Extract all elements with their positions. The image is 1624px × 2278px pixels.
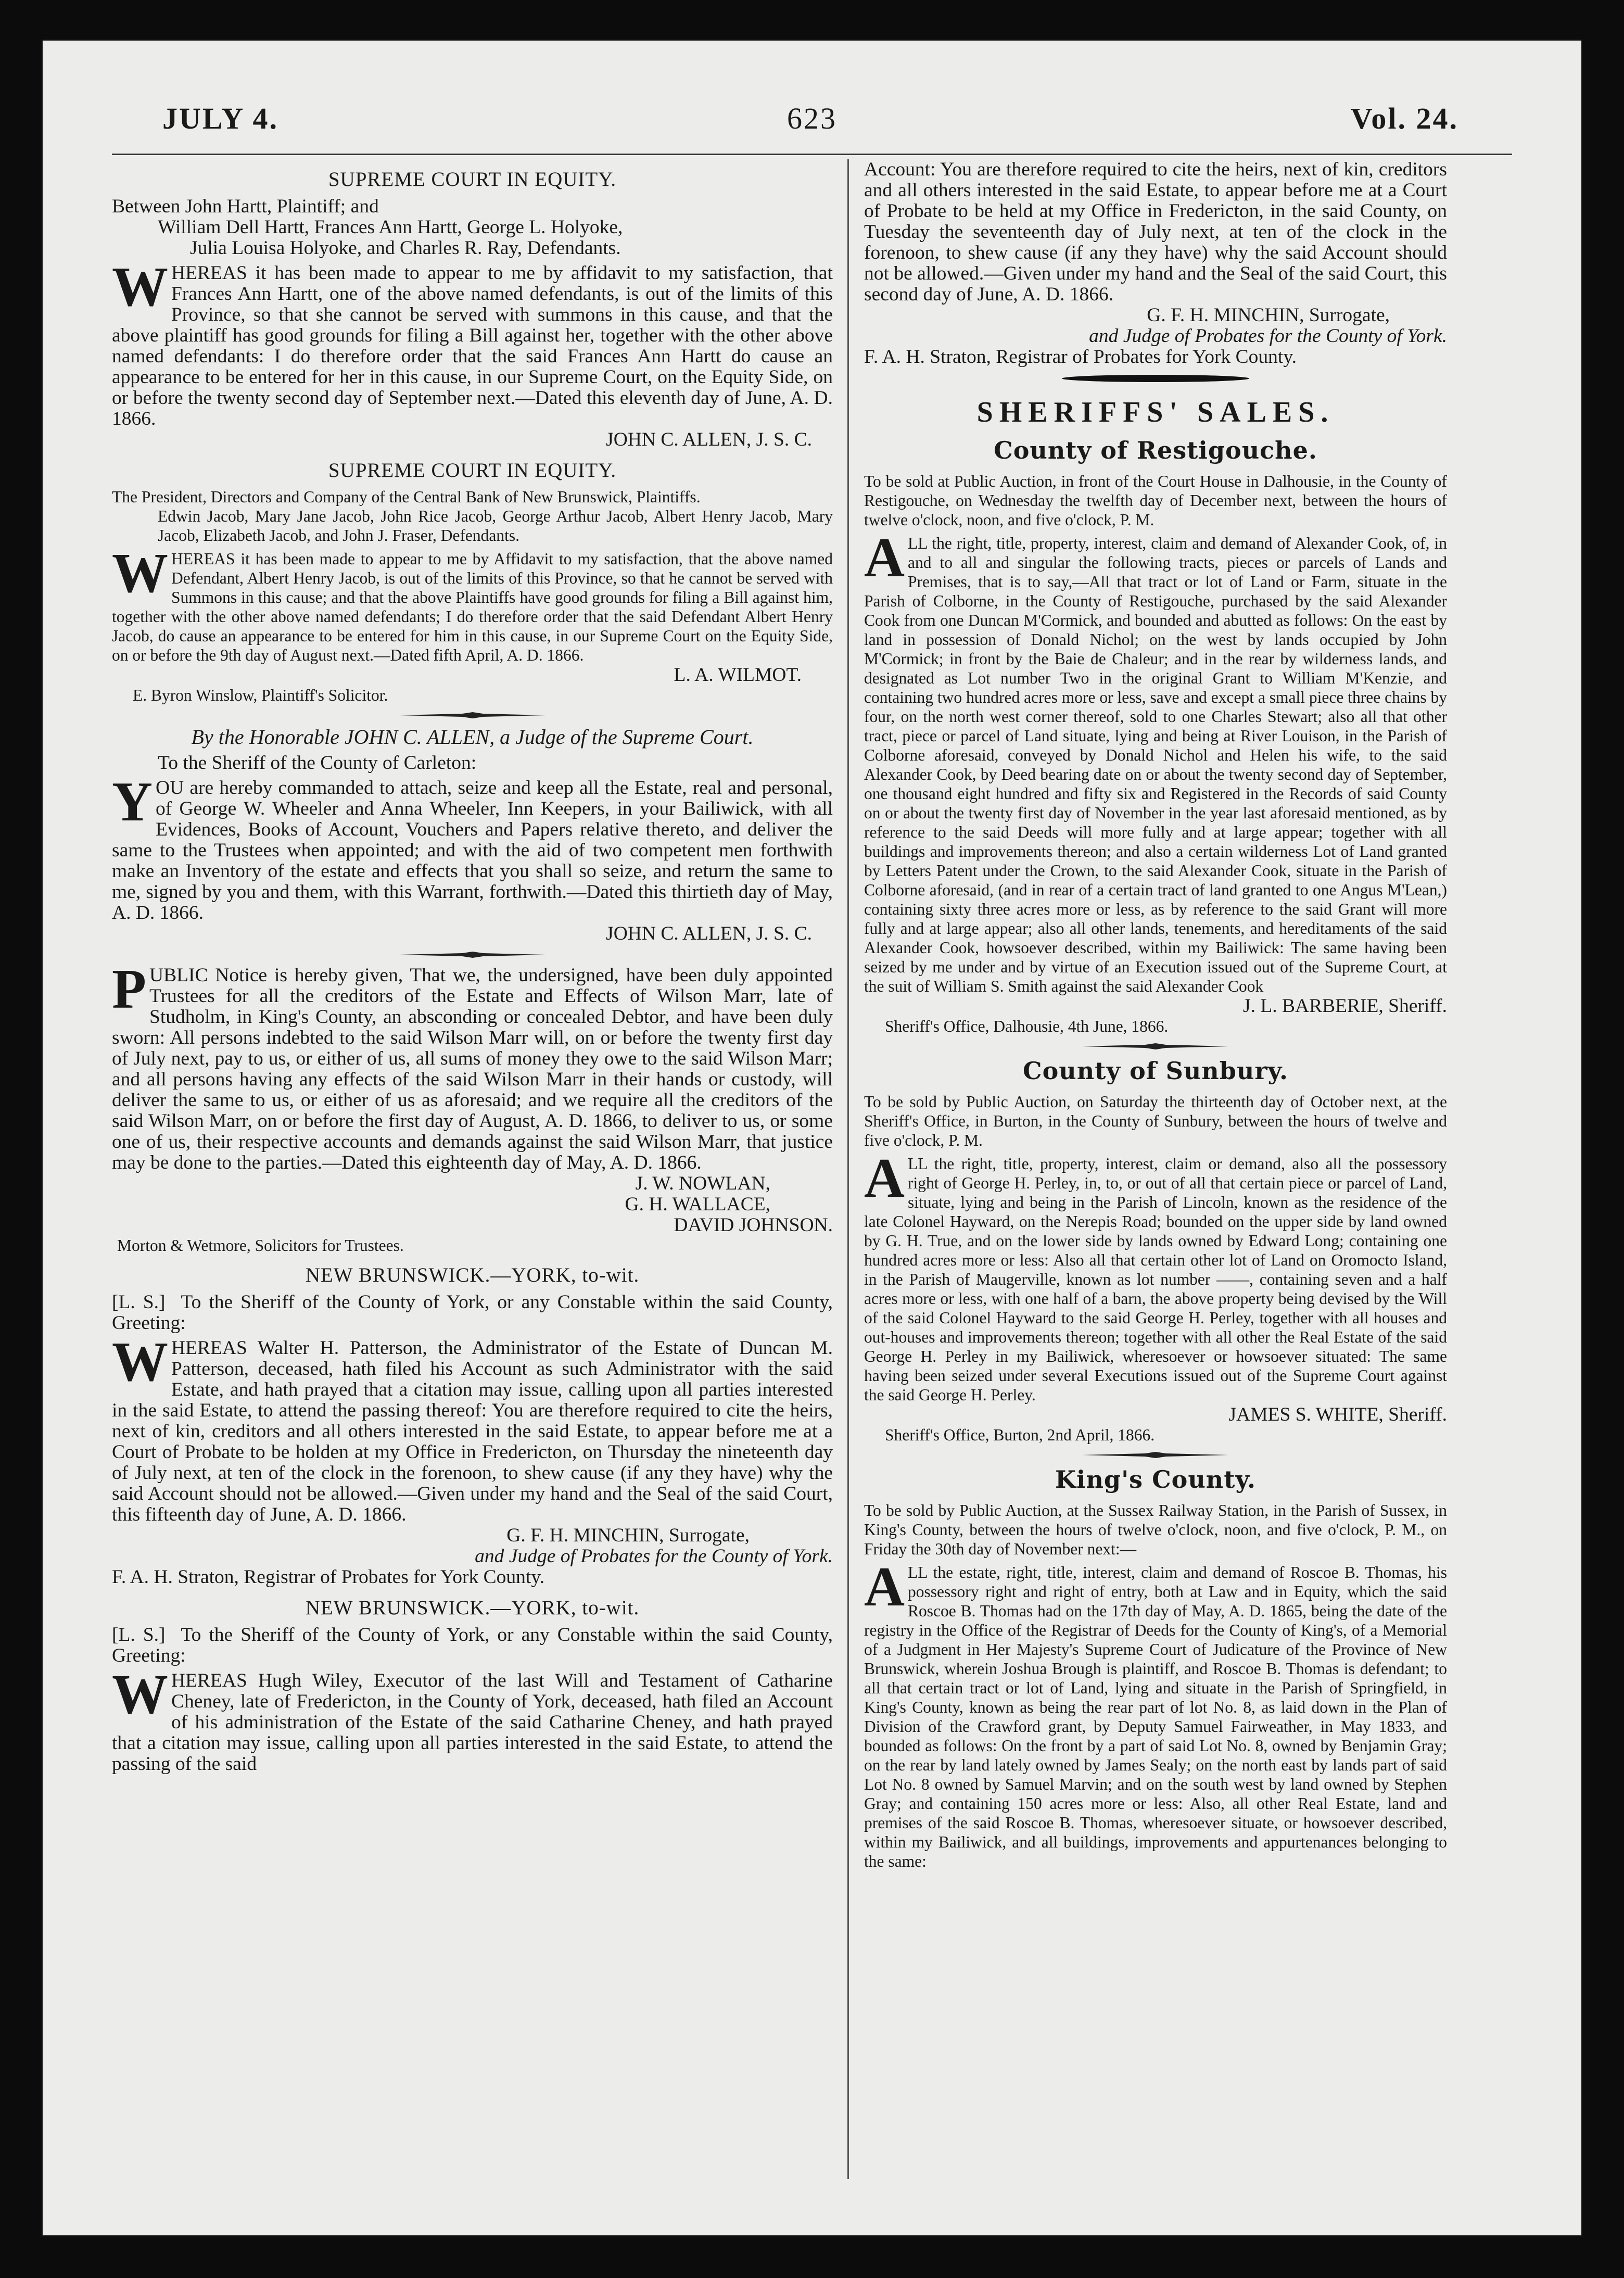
trustee-signature: J. W. NOWLAN,: [635, 1173, 770, 1194]
signature: G. F. H. MINCHIN, Surrogate,: [1147, 305, 1390, 326]
signature-title: and Judge of Probates for the County of York.: [1089, 325, 1447, 347]
ornament-divider: [1083, 1452, 1228, 1458]
parties-line: The President, Directors and Company of the Central Bank of New Brunswick, Plaintiffs.: [112, 488, 701, 506]
seal-mark: [L. S.]: [112, 1292, 166, 1313]
notice-body: YOU are hereby commanded to attach, seize and keep all the Estate, real and personal, of George W. Wheeler and Anna Wheeler, Inn Keepers, in your Bailiwick, with all Evidences, Books of Account, Vouchers and Papers relative thereto, and deliver the same to the Trustees when appointed; and with the aid of two competent men forthwith make an Inventory of the estate and effects that you shall so seize, and return the same to me, signed by you and them, with this Warrant, forthwith.—Dated this thirtieth day of May, A. D. 1866.: [112, 771, 833, 923]
parties-line: Between John Hartt, Plaintiff; and: [112, 196, 379, 217]
drop-cap: W: [112, 1664, 168, 1726]
notice-marr-trustees: [112, 958, 833, 1255]
volume-number: Vol. 24.: [1350, 102, 1458, 135]
parties-line: Julia Louisa Holyoke, and Charles R. Ray, Defendants.: [190, 237, 621, 259]
notice-title: SUPREME COURT IN EQUITY.: [328, 168, 617, 191]
issue-date: JULY 4.: [162, 102, 278, 135]
notice-title: SUPREME COURT IN EQUITY.: [328, 459, 617, 482]
drop-cap: W: [112, 256, 168, 318]
sale-body: ALL the estate, right, title, interest, claim and demand of Roscoe B. Thomas, his possessory right and right of entry, both at Law and in Equity, which the said Roscoe B. Thomas had on the 17th day of May, A. D. 1865, being the date of the registry in the Office of the Registrar of Deeds for the County of King's, of a Memorial of a Judgment in Her Majesty's Supreme Court of Judicature of the Province of New Brunswick, wherein Joshua Brough is plaintiff, and Roscoe B. Thomas is defendant; to all that certain tract or lot of Land, lying and situate in the Parish of Springfield, in King's County, known as being the rear part of lot No. 8, as laid down in the Plan of Division of the Crawford grant, by Deputy Samuel Fairweather, in May 1833, and bounded as follows: On the front by a part of said Lot No. 8, owned by Benjamin Gray; on the rear by land lately owned by James Sealy; on the north east by lands part of said Lot No. 8 owned by Samuel Marvin; and on the south west by land owned by Stephen Gray; and containing 150 acres more or less: Also, all other Real Estate, land and premises of the said Roscoe B. Thomas, wheresoever situate, or howsoever described, within my Bailiwick, and all buildings, improvements and appurtenances belonging to the same:: [864, 1556, 1447, 1870]
notice-cheney-probate: [112, 1596, 833, 1775]
solicitor-line: Morton & Wetmore, Solicitors for Trustees.: [117, 1236, 404, 1255]
signature: G. F. H. MINCHIN, Surrogate,: [506, 1525, 750, 1546]
right-column: [864, 159, 1447, 2179]
notice-body: PUBLIC Notice is hereby given, That we, the undersigned, have been duly appointed Trustees for all the creditors of the Estate and Effects of Wilson Marr, late of Studholm, in King's County, an absconding or concealed Debtor, and have been duly sworn: All persons indebted to the said Wilson Marr will, on or before the twenty first day of July next, pay to us, or either of us, all sums of money they owe to the said Wilson Marr; and all persons having any effects of the said Wilson Marr in their hands or custody, will deliver the same to us, or either of us as aforesaid; and we require all the creditors of the said Wilson Marr, on or before the first day of August, A. D. 1866, to deliver to us, or some one of us, their respective accounts and demands against the said Wilson Marr, that justice may be done to the parties.—Dated this eighteenth day of May, A. D. 1866.: [112, 958, 833, 1173]
notice-wheeler-warrant: [112, 726, 833, 944]
trustee-signature: G. H. WALLACE,: [625, 1194, 770, 1215]
notice-body: WHEREAS Walter H. Patterson, the Administrator of the Estate of Duncan M. Patterson, deceased, hath filed his Account as such Administrator with the said Estate, and hath prayed that a citation may issue, calling upon all parties interested in the said Estate, to attend the passing thereof: You are therefore required to cite the heirs, next of kin, creditors and all others interested in the said Estate, to appear before me at a Court of Probate to be holden at my Office in Fredericton, on Thursday the nineteenth day of July next, at ten of the clock in the forenoon, to shew cause (if any they have) why the said Account should not be allowed.—Given under my hand and the Seal of the said Court, this fifteenth day of June, A. D. 1866.: [112, 1331, 833, 1525]
trustee-signature: DAVID JOHNSON.: [674, 1214, 833, 1236]
ornament-divider: [400, 952, 545, 958]
notice-hartt: [112, 168, 833, 450]
signature: L. A. WILMOT.: [674, 664, 802, 686]
notice-body: WHEREAS it has been made to appear to me by Affidavit to my satisfaction, that the above named Defendant, Albert Henry Jacob, is out of the limits of this Province, so that he cannot be served with Summons in this cause; and that the above Plaintiffs have good grounds for filing a Bill against him, together with the other above named defendants; I do therefore order that the said Defendant Albert Henry Jacob, do cause an appearance to be entered for him in this cause, in our Supreme Court on the Equity Side, on or before the 9th day of August next.—Dated fifth April, A. D. 1866.: [112, 542, 833, 664]
sale-intro: To be sold by Public Auction, on Saturday the thirteenth day of October next, at the Sheriff's Office, in Burton, in the County of Sunbury, between the hours of twelve and five o'clock, P. M.: [864, 1093, 1447, 1149]
sheriff-signature: JAMES S. WHITE, Sheriff.: [1228, 1404, 1447, 1425]
notice-patterson-probate: [112, 1263, 833, 1588]
header-rule: [112, 154, 1512, 155]
seal-line: [L. S.] To the Sheriff of the County of York, or any Constable within the said County, Greeting:: [112, 1624, 833, 1666]
notice-central-bank: [112, 459, 833, 705]
sheriff-office: Sheriff's Office, Burton, 2nd April, 1866.: [885, 1426, 1155, 1444]
byline: By the Honorable JOHN C. ALLEN, a Judge of the Supreme Court.: [191, 725, 754, 749]
sheriff-office: Sheriff's Office, Dalhousie, 4th June, 1866.: [885, 1017, 1169, 1035]
notice-body: WHEREAS it has been made to appear to me by affidavit to my satisfaction, that Frances Ann Hartt, one of the above named defendants, is out of the limits of this Province, so that she cannot be served with summons in this cause, and that the above plaintiff has good grounds for filing a Bill against her, together with the other above named defendants: I do therefore order that the said Frances Ann Hartt do cause an appearance to be entered for her in this cause, in our Supreme Court, on the Equity Side, on or before the twenty second day of September next.—Dated this eleventh day of June, A. D. 1866.: [112, 256, 833, 429]
ornament-divider: [400, 712, 545, 718]
county-heading: County of Sunbury.: [1022, 1057, 1289, 1085]
parties-line: Edwin Jacob, Mary Jane Jacob, John Rice Jacob, George Arthur Jacob, Albert Henry Jacob, Mary Jacob, Elizabeth Jacob, and John J. Fraser, Defendants.: [158, 507, 833, 545]
addressee: To the Sheriff of the County of Carleton:: [158, 752, 477, 774]
notice-body: WHEREAS Hugh Wiley, Executor of the last Will and Testament of Catharine Cheney, late of Fredericton, in the County of York, deceased, hath filed an Account of his administration of the Estate of the said Catharine Cheney, and hath prayed that a citation may issue, calling upon all parties interested in the said Estate, to attend the passing of the said: [112, 1664, 833, 1775]
section-heading: SHERIFFS' SALES.: [976, 396, 1335, 428]
sale-intro: To be sold by Public Auction, at the Sussex Railway Station, in the Parish of Sussex, in King's County, between the hours of twelve o'clock, noon, and five o'clock, P. M., on Friday the 30th day of November next:—: [864, 1501, 1447, 1558]
drop-cap: A: [864, 1556, 905, 1618]
notice-cheney-continued: [864, 159, 1447, 368]
parties-line: William Dell Hartt, Frances Ann Hartt, George L. Holyoke,: [158, 217, 623, 238]
drop-cap: Y: [112, 771, 153, 833]
sale-intro: To be sold at Public Auction, in front of the Court House in Dalhousie, in the County of Restigouche, on Wednesday the twelfth day of December next, between the hours of twelve o'clock, noon, and five o'clock, P. M.: [864, 472, 1447, 529]
notice-body: Account: You are therefore required to cite the heirs, next of kin, creditors and all others interested in the said Estate, to appear before me at a Court of Probate to be held at my Office in Fredericton, in the said County, on Tuesday the seventeenth day of July next, at ten of the clock in the forenoon, to shew cause (if any they have) why the said Account should not be allowed.—Given under my hand and the Seal of the said Court, this second day of June, A. D. 1866.: [864, 159, 1447, 305]
ornament-divider: [1083, 1043, 1228, 1049]
column-separator: [847, 159, 849, 2179]
county-heading: County of Restigouche.: [994, 436, 1317, 464]
seal-mark: [L. S.]: [112, 1624, 166, 1646]
sale-body: ALL the right, title, property, interest, claim and demand of Alexander Cook, of, in and to all and singular the following tracts, pieces or parcels of Lands and Premises, that is to say,—All that tract or lot of Land or Farm, situate in the Parish of Colborne, in the County of Restigouche, purchased by the said Alexander Cook from one Duncan M'Cormick, and bounded and abutted as follows: On the east by land in possession of Donald Nichol; on the west by lands occupied by John M'Cormick; in front by the Baie de Chaleur; and in the rear by wilderness lands, and designated as Lot number Two in the original Grant to William M'Kenzie, and containing two hundred acres more or less, save and except a small piece three chains by four, on the north west corner thereof, sold to one Charles Stewart; also all that other tract, piece or parcel of Land situate, lying and being at River Louison, in the Parish of Colborne aforesaid, conveyed by Donald Nichol and Helen his wife, to the said Alexander Cook, by Deed bearing date on or about the twenty second day of September, one thousand eight hundred and fifty six and Registered in the Records of said County on or about the twenty first day of November in the year last aforesaid mentioned, as by reference to the said Deeds will more fully and at large appear; together with all buildings and improvements thereon; and also a certain wilderness Lot of Land granted by Letters Patent under the Crown, to the said Alexander Cook, situate in the Parish of Colborne aforesaid, (and in rear of a certain tract of land granted to one Angus M'Lean,) containing sixty three acres more or less, as by reference to the said Grant will more fully and at large appear; also all other lands, tenements, and hereditaments of the said Alexander Cook, howsoever described, within my Bailiwick: The same having been seized by me under and by virtue of an Execution issued out of the Supreme Court, at the suit of William S. Smith against the said Alexander Cook: [864, 527, 1447, 995]
signature-title: and Judge of Probates for the County of York.: [475, 1546, 833, 1567]
notice-title: NEW BRUNSWICK.—YORK, to-wit.: [305, 1597, 640, 1619]
drop-cap: A: [864, 1147, 905, 1209]
sale-body: ALL the right, title, property, interest, claim or demand, also all the possessory right of George H. Perley, in, to, or out of all that certain piece or parcel of Land, situate, lying and being in the Parish of Lincoln, known as the residence of the late Colonel Hayward, on the Nerepis Road; bounded on the upper side by land owned by G. H. True, and on the lower side by lands owned by Edward Long; containing one hundred acres more or less: Also all that certain other lot of Land on Oromocto Island, in the Parish of Maugerville, known as lot number ——, containing seven and a half acres more or less, with one half of a barn, the above property being devised by the Will of the said Colonel Hayward to the said George H. Perley, together with all houses and out-houses and improvements thereon; together with all other the Real Estate of the said George H. Perley in my Bailiwick, wheresoever or howsoever situated: The same having been seized under several Executions issued out of the Supreme Court against the said George H. Perley.: [864, 1147, 1447, 1404]
seal-line: [L. S.] To the Sheriff of the County of York, or any Constable within the said County, Greeting:: [112, 1292, 833, 1334]
left-column: [112, 159, 833, 2179]
sale-kings-county: [864, 1465, 1447, 1871]
page-number: 623: [787, 102, 837, 135]
sheriff-signature: J. L. BARBERIE, Sheriff.: [1242, 995, 1447, 1017]
solicitor-line: E. Byron Winslow, Plaintiff's Solicitor.: [133, 686, 388, 704]
registrar-line: F. A. H. Straton, Registrar of Probates for York County.: [864, 346, 1297, 368]
drop-cap: P: [112, 958, 146, 1020]
sale-restigouche: [864, 436, 1447, 1036]
registrar-line: F. A. H. Straton, Registrar of Probates for York County.: [112, 1566, 545, 1588]
signature: JOHN C. ALLEN, J. S. C.: [606, 429, 812, 450]
notice-title: NEW BRUNSWICK.—YORK, to-wit.: [305, 1264, 640, 1286]
thick-rule: [1062, 375, 1249, 382]
drop-cap: A: [864, 527, 905, 589]
signature: JOHN C. ALLEN, J. S. C.: [606, 923, 812, 944]
county-heading: King's County.: [1055, 1465, 1256, 1494]
sale-sunbury: [864, 1057, 1447, 1445]
drop-cap: W: [112, 542, 168, 604]
drop-cap: W: [112, 1331, 168, 1393]
